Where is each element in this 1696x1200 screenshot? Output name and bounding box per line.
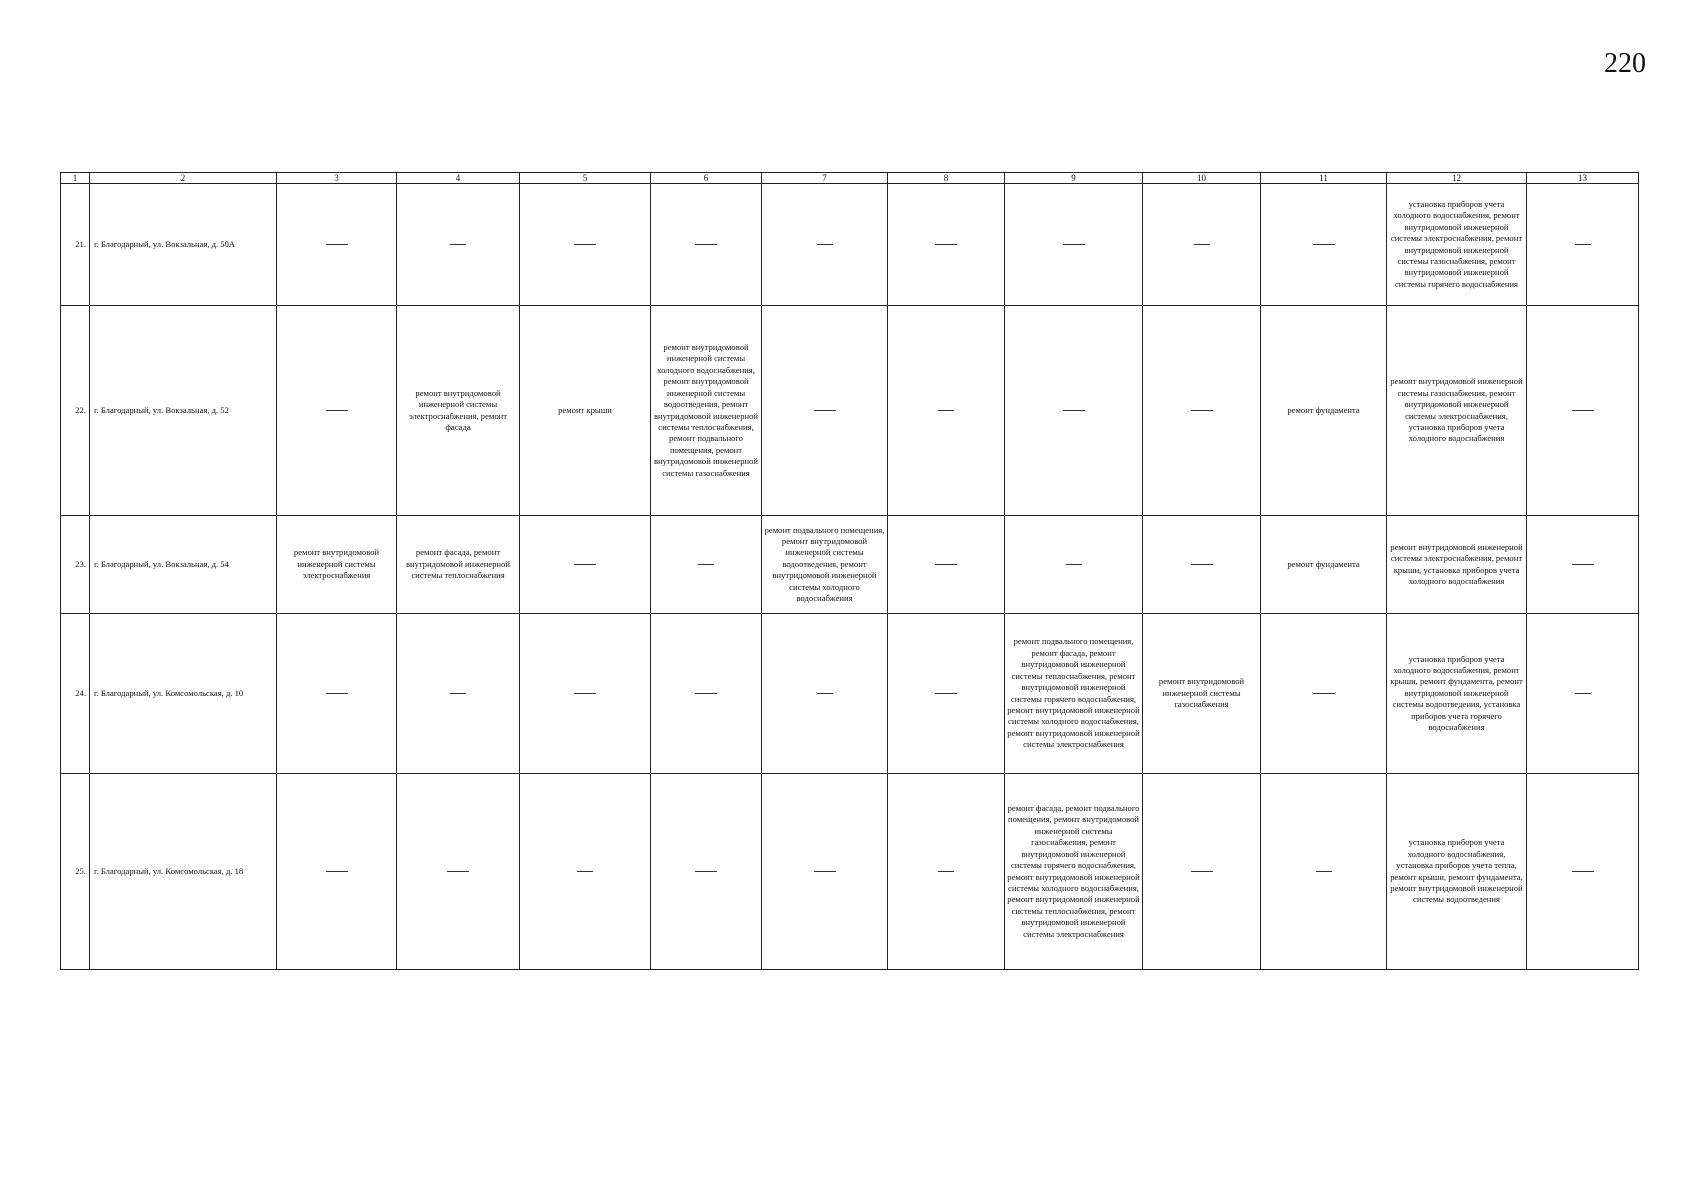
work-cell (888, 516, 1005, 614)
empty-dash (1194, 244, 1210, 245)
empty-dash (935, 244, 957, 245)
empty-dash (695, 693, 717, 694)
table-row (61, 306, 1639, 516)
work-cell (1005, 306, 1143, 516)
empty-dash (1575, 693, 1591, 694)
empty-dash (450, 244, 466, 245)
empty-dash (574, 564, 596, 565)
row-number: 23. (61, 516, 90, 614)
empty-dash (574, 244, 596, 245)
repair-schedule-table (60, 172, 1639, 970)
work-cell (1005, 516, 1143, 614)
column-header: 7 (762, 173, 888, 184)
address-cell: г. Благодарный, ул. Вокзальная, д. 50А (90, 184, 277, 306)
address-cell: г. Благодарный, ул. Вокзальная, д. 54 (90, 516, 277, 614)
empty-dash (698, 564, 714, 565)
work-cell (397, 184, 520, 306)
empty-dash (1063, 244, 1085, 245)
empty-dash (695, 871, 717, 872)
column-header: 2 (90, 173, 277, 184)
work-cell: ремонт внутридомовой инженерной системы электроснабжения (277, 516, 397, 614)
work-cell (1143, 516, 1261, 614)
work-cell (1005, 184, 1143, 306)
row-number: 22. (61, 306, 90, 516)
empty-dash (1313, 244, 1335, 245)
work-cell (762, 184, 888, 306)
work-cell: ремонт внутридомовой инженерной системы холодного водоснабжения, ремонт внутридомовой инженерной системы водоотведения, ремонт внутридомовой инженерной системы теплоснабжения, ремонт подвального помещения, ремонт внутридомовой инженерной системы газоснабжения (651, 306, 762, 516)
row-number: 21. (61, 184, 90, 306)
column-header: 9 (1005, 173, 1143, 184)
work-cell (1143, 184, 1261, 306)
row-number: 25. (61, 774, 90, 970)
work-cell (520, 614, 651, 774)
work-cell (520, 184, 651, 306)
work-cell (888, 184, 1005, 306)
empty-dash (326, 693, 348, 694)
work-cell (888, 614, 1005, 774)
empty-dash (1191, 871, 1213, 872)
work-cell: ремонт подвального помещения, ремонт внутридомовой инженерной системы водоотведения, ремонт внутридомовой инженерной системы холодного водоснабжения (762, 516, 888, 614)
work-cell: ремонт фасада, ремонт внутридомовой инженерной системы теплоснабжения (397, 516, 520, 614)
work-cell (651, 614, 762, 774)
work-cell (277, 306, 397, 516)
empty-dash (814, 410, 836, 411)
work-cell (888, 306, 1005, 516)
work-cell (520, 774, 651, 970)
work-cell: установка приборов учета холодного водоснабжения, ремонт крыши, ремонт фундамента, ремонт внутридомовой инженерной системы водоотведения, установка приборов учета горячего водоснабжения (1387, 614, 1527, 774)
empty-dash (1191, 410, 1213, 411)
row-number: 24. (61, 614, 90, 774)
empty-dash (326, 871, 348, 872)
empty-dash (326, 410, 348, 411)
work-cell: установка приборов учета холодного водоснабжения, ремонт внутридомовой инженерной системы электроснабжения, ремонт внутридомовой инженерной системы газоснабжения, ремонт внутридомовой инженерной системы горячего водоснабжения (1387, 184, 1527, 306)
work-cell (277, 614, 397, 774)
empty-dash (1316, 871, 1332, 872)
work-cell (762, 774, 888, 970)
work-cell (1143, 306, 1261, 516)
column-header: 11 (1261, 173, 1387, 184)
work-cell: ремонт внутридомовой инженерной системы электроснабжения, ремонт крыши, установка приборов учета холодного водоснабжения (1387, 516, 1527, 614)
empty-dash (938, 410, 954, 411)
column-header: 10 (1143, 173, 1261, 184)
work-cell (762, 306, 888, 516)
empty-dash (1572, 871, 1594, 872)
table-row (61, 516, 1639, 614)
empty-dash (447, 871, 469, 872)
work-cell (1527, 306, 1639, 516)
work-cell: ремонт подвального помещения, ремонт фасада, ремонт внутридомовой инженерной системы теплоснабжения, ремонт внутридомовой инженерной системы горячего водоснабжения, ремонт внутридомовой инженерной системы холодного водоснабжения, ремонт внутридомовой инженерной системы электроснабжения (1005, 614, 1143, 774)
work-cell: установка приборов учета холодного водоснабжения, установка приборов учета тепла, ремонт крыши, ремонт фундамента, ремонт внутридомовой инженерной системы водоотведения (1387, 774, 1527, 970)
work-cell: ремонт фундамента (1261, 516, 1387, 614)
column-header: 13 (1527, 173, 1639, 184)
empty-dash (695, 244, 717, 245)
work-cell (651, 516, 762, 614)
column-header: 12 (1387, 173, 1527, 184)
work-cell (651, 774, 762, 970)
work-cell (1261, 184, 1387, 306)
work-cell (277, 184, 397, 306)
work-cell (1527, 516, 1639, 614)
work-cell: ремонт фасада, ремонт подвального помещения, ремонт внутридомовой инженерной системы газоснабжения, ремонт внутридомовой инженерной системы горячего водоснабжения, ремонт внутридомовой инженерной системы холодного водоснабжения, ремонт внутридомовой инженерной системы теплоснабжения, ремонт внутридомовой инженерной системы электроснабжения (1005, 774, 1143, 970)
empty-dash (1191, 564, 1213, 565)
work-cell: ремонт внутридомовой инженерной системы электроснабжения, ремонт фасада (397, 306, 520, 516)
work-cell (1143, 774, 1261, 970)
work-cell (277, 774, 397, 970)
address-cell: г. Благодарный, ул. Комсомольская, д. 10 (90, 614, 277, 774)
work-cell (1527, 774, 1639, 970)
work-cell (762, 614, 888, 774)
work-cell (397, 614, 520, 774)
work-cell (397, 774, 520, 970)
column-number-row (61, 173, 1639, 184)
column-header: 5 (520, 173, 651, 184)
empty-dash (1572, 564, 1594, 565)
column-header: 1 (61, 173, 90, 184)
work-cell (1527, 614, 1639, 774)
empty-dash (1572, 410, 1594, 411)
column-header: 6 (651, 173, 762, 184)
work-cell (651, 184, 762, 306)
work-cell (888, 774, 1005, 970)
table-row (61, 614, 1639, 774)
empty-dash (1313, 693, 1335, 694)
empty-dash (450, 693, 466, 694)
empty-dash (817, 244, 833, 245)
work-cell (520, 516, 651, 614)
address-cell: г. Благодарный, ул. Комсомольская, д. 18 (90, 774, 277, 970)
column-header: 8 (888, 173, 1005, 184)
work-cell: ремонт крыши (520, 306, 651, 516)
work-cell (1261, 614, 1387, 774)
address-cell: г. Благодарный, ул. Вокзальная, д. 52 (90, 306, 277, 516)
empty-dash (574, 693, 596, 694)
table-row (61, 184, 1639, 306)
empty-dash (1066, 564, 1082, 565)
empty-dash (935, 693, 957, 694)
column-header: 4 (397, 173, 520, 184)
empty-dash (1575, 244, 1591, 245)
empty-dash (817, 693, 833, 694)
empty-dash (935, 564, 957, 565)
work-cell: ремонт внутридомовой инженерной системы газоснабжения, ремонт внутридомовой инженерной системы электроснабжения, установка приборов учета холодного водоснабжения (1387, 306, 1527, 516)
work-cell (1527, 184, 1639, 306)
work-cell (1261, 774, 1387, 970)
page-number: 220 (1604, 48, 1646, 79)
empty-dash (814, 871, 836, 872)
empty-dash (326, 244, 348, 245)
empty-dash (1063, 410, 1085, 411)
column-header: 3 (277, 173, 397, 184)
empty-dash (938, 871, 954, 872)
work-cell: ремонт фундамента (1261, 306, 1387, 516)
table-row (61, 774, 1639, 970)
empty-dash (577, 871, 593, 872)
work-cell: ремонт внутридомовой инженерной системы газоснабжения (1143, 614, 1261, 774)
